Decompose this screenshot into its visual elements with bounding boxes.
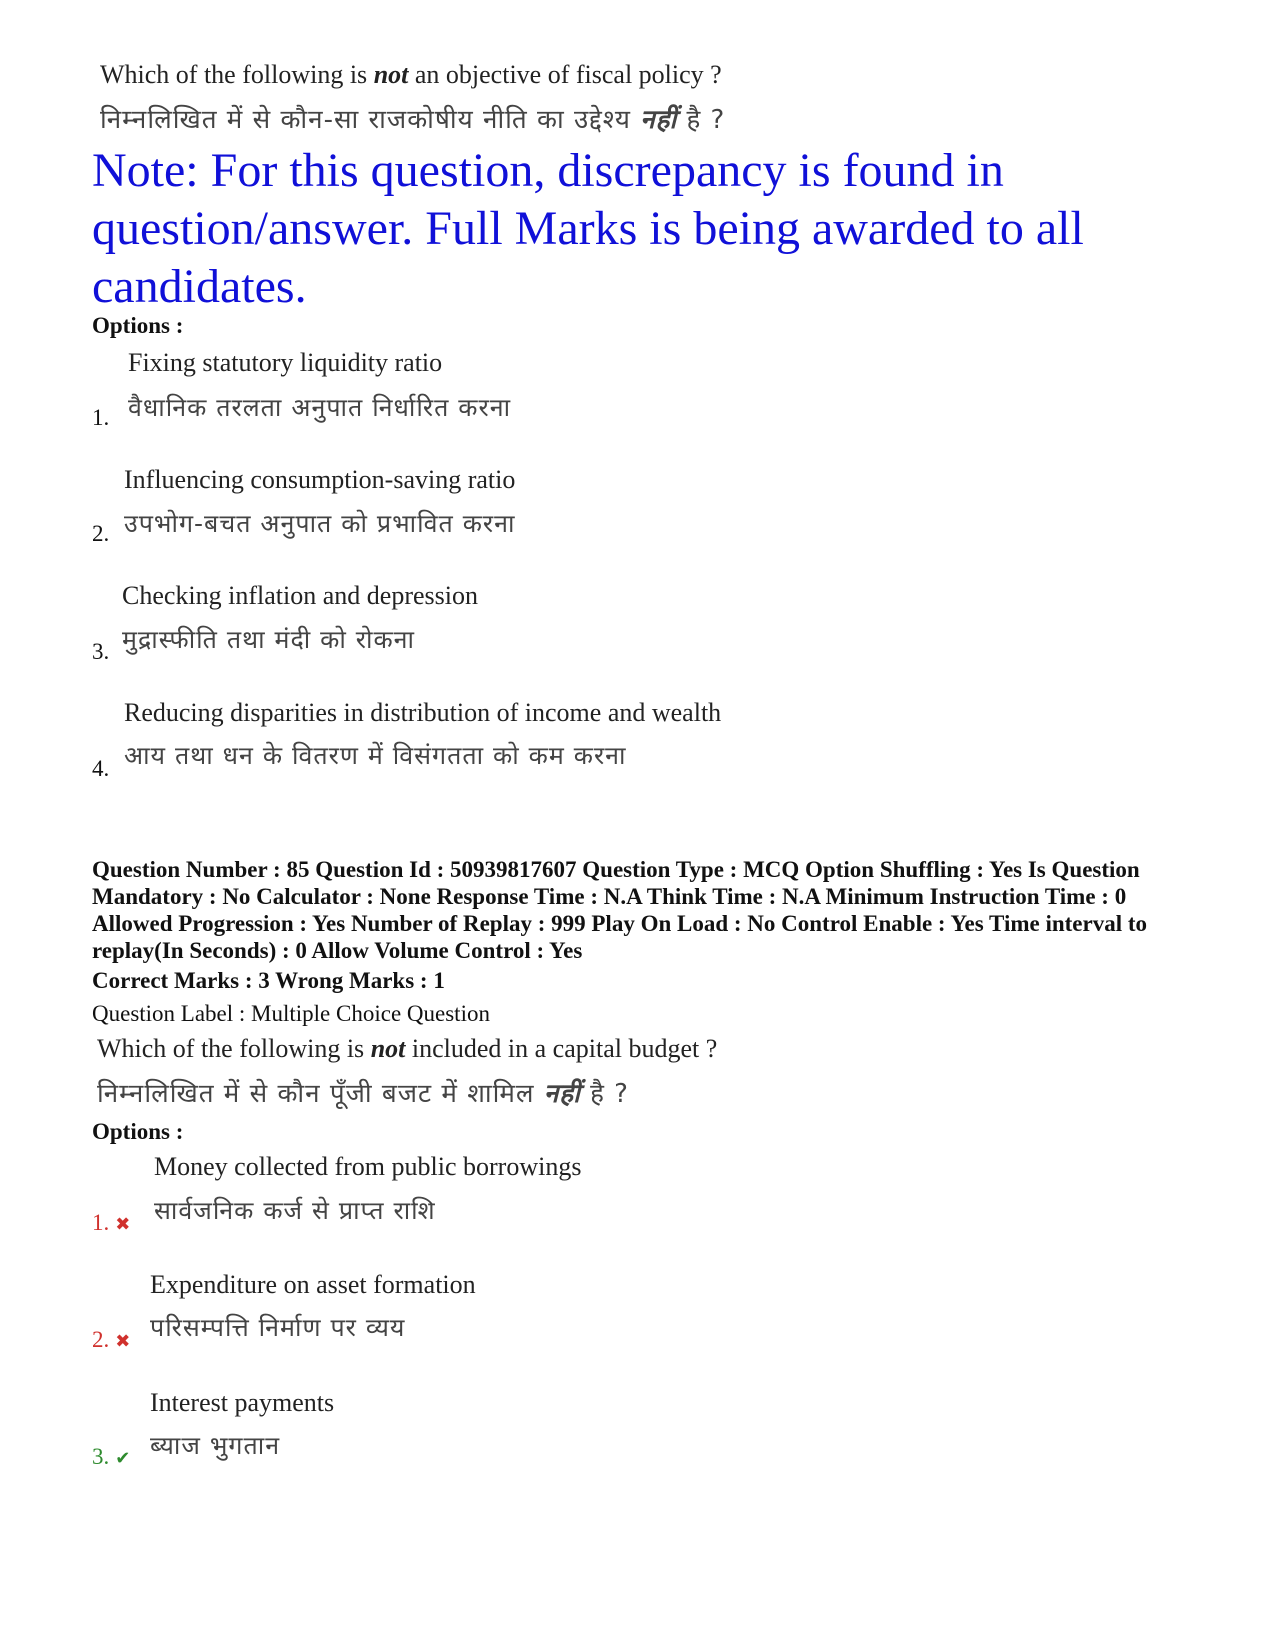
q85-option-3-number-text: 3. — [92, 1444, 110, 1469]
check-icon: ✔ — [115, 1448, 131, 1469]
q84-option-4-number: 4. — [92, 756, 110, 781]
q84-option-4-en: Reducing disparities in distribution of income and wealth — [124, 698, 722, 727]
q84-text-en-emphasis: not — [373, 60, 409, 89]
q85-option-3-number — [92, 1444, 130, 1470]
q85-option-3-en: Interest payments — [150, 1388, 335, 1417]
q85-text-hi-pre: निम्नलिखित में से कौन पूँजी बजट में शामिल — [97, 1079, 544, 1109]
q84-text-en-post: an objective of fiscal policy ? — [408, 60, 722, 89]
q85-text-hi-post: है ? — [580, 1079, 629, 1109]
q85-text-hi-emphasis: नहीं — [543, 1079, 581, 1109]
q85-option-3-hi: ब्याज भुगतान — [150, 1431, 281, 1460]
q84-text-hi-emphasis: नहीं — [640, 105, 678, 135]
q85-text-hi — [97, 1074, 629, 1110]
cross-icon: ✖ — [115, 1214, 131, 1235]
q85-option-2-hi: परिसम्पत्ति निर्माण पर व्यय — [150, 1313, 406, 1342]
q85-text-en — [97, 1034, 717, 1064]
q84-option-3-en: Checking inflation and depression — [122, 581, 478, 610]
q85-option-2-number-text: 2. — [92, 1327, 110, 1352]
q85-option-2-number — [92, 1327, 130, 1353]
q84-options-label: Options : — [92, 313, 184, 338]
discrepancy-note: Note: For this question, discrepancy is found in question/answer. Full Marks is being awarded to all candidates. — [92, 144, 1084, 313]
q85-option-1-hi: सार्वजनिक कर्ज से प्राप्त राशि — [154, 1196, 436, 1225]
q85-text-en-emphasis: not — [370, 1034, 406, 1063]
q84-text-en — [100, 60, 722, 90]
q85-option-1-number-text: 1. — [92, 1210, 110, 1235]
q85-option-1-number — [92, 1210, 130, 1236]
q84-text-hi-pre: निम्नलिखित में से कौन-सा राजकोषीय नीति का उद्देश्य — [100, 105, 641, 135]
q84-text-en-pre: Which of the following is — [100, 60, 374, 89]
q84-text-hi-post: है ? — [677, 105, 726, 135]
q84-option-4-hi: आय तथा धन के वितरण में विसंगतता को कम करना — [124, 741, 627, 770]
q85-question-label: Question Label : Multiple Choice Question — [92, 1001, 490, 1026]
q85-options-label: Options : — [92, 1119, 184, 1144]
q84-option-1-number: 1. — [92, 405, 110, 430]
q85-text-en-post: included in a capital budget ? — [405, 1034, 718, 1063]
q85-text-en-pre: Which of the following is — [97, 1034, 371, 1063]
q84-option-3-number: 3. — [92, 639, 110, 664]
q84-option-1-hi: वैधानिक तरलता अनुपात निर्धारित करना — [128, 393, 512, 422]
cross-icon: ✖ — [115, 1331, 131, 1352]
q85-marks: Correct Marks : 3 Wrong Marks : 1 — [92, 968, 445, 993]
q84-option-2-hi: उपभोग-बचत अनुपात को प्रभावित करना — [124, 509, 516, 538]
q85-option-2-en: Expenditure on asset formation — [150, 1270, 476, 1299]
q84-text-hi — [100, 100, 725, 136]
q84-option-1-en: Fixing statutory liquidity ratio — [128, 348, 443, 377]
q84-option-2-en: Influencing consumption-saving ratio — [124, 465, 516, 494]
q84-option-3-hi: मुद्रास्फीति तथा मंदी को रोकना — [122, 625, 416, 654]
q85-metadata: Question Number : 85 Question Id : 50939817607 Question Type : MCQ Option Shuffling : Yes Is Question Mandatory : No Calculator : None Response Time : N.A Think Time : N.A Minimum Instruction Time : 0 Allowed Progression : Yes Number of Replay : 999 Play On Load : No Control Enable : Yes Time interval to replay(In Seconds) : 0 Allow Volume Control : Yes — [92, 857, 1148, 963]
q85-option-1-en: Money collected from public borrowings — [154, 1152, 582, 1181]
q84-option-2-number: 2. — [92, 521, 110, 546]
